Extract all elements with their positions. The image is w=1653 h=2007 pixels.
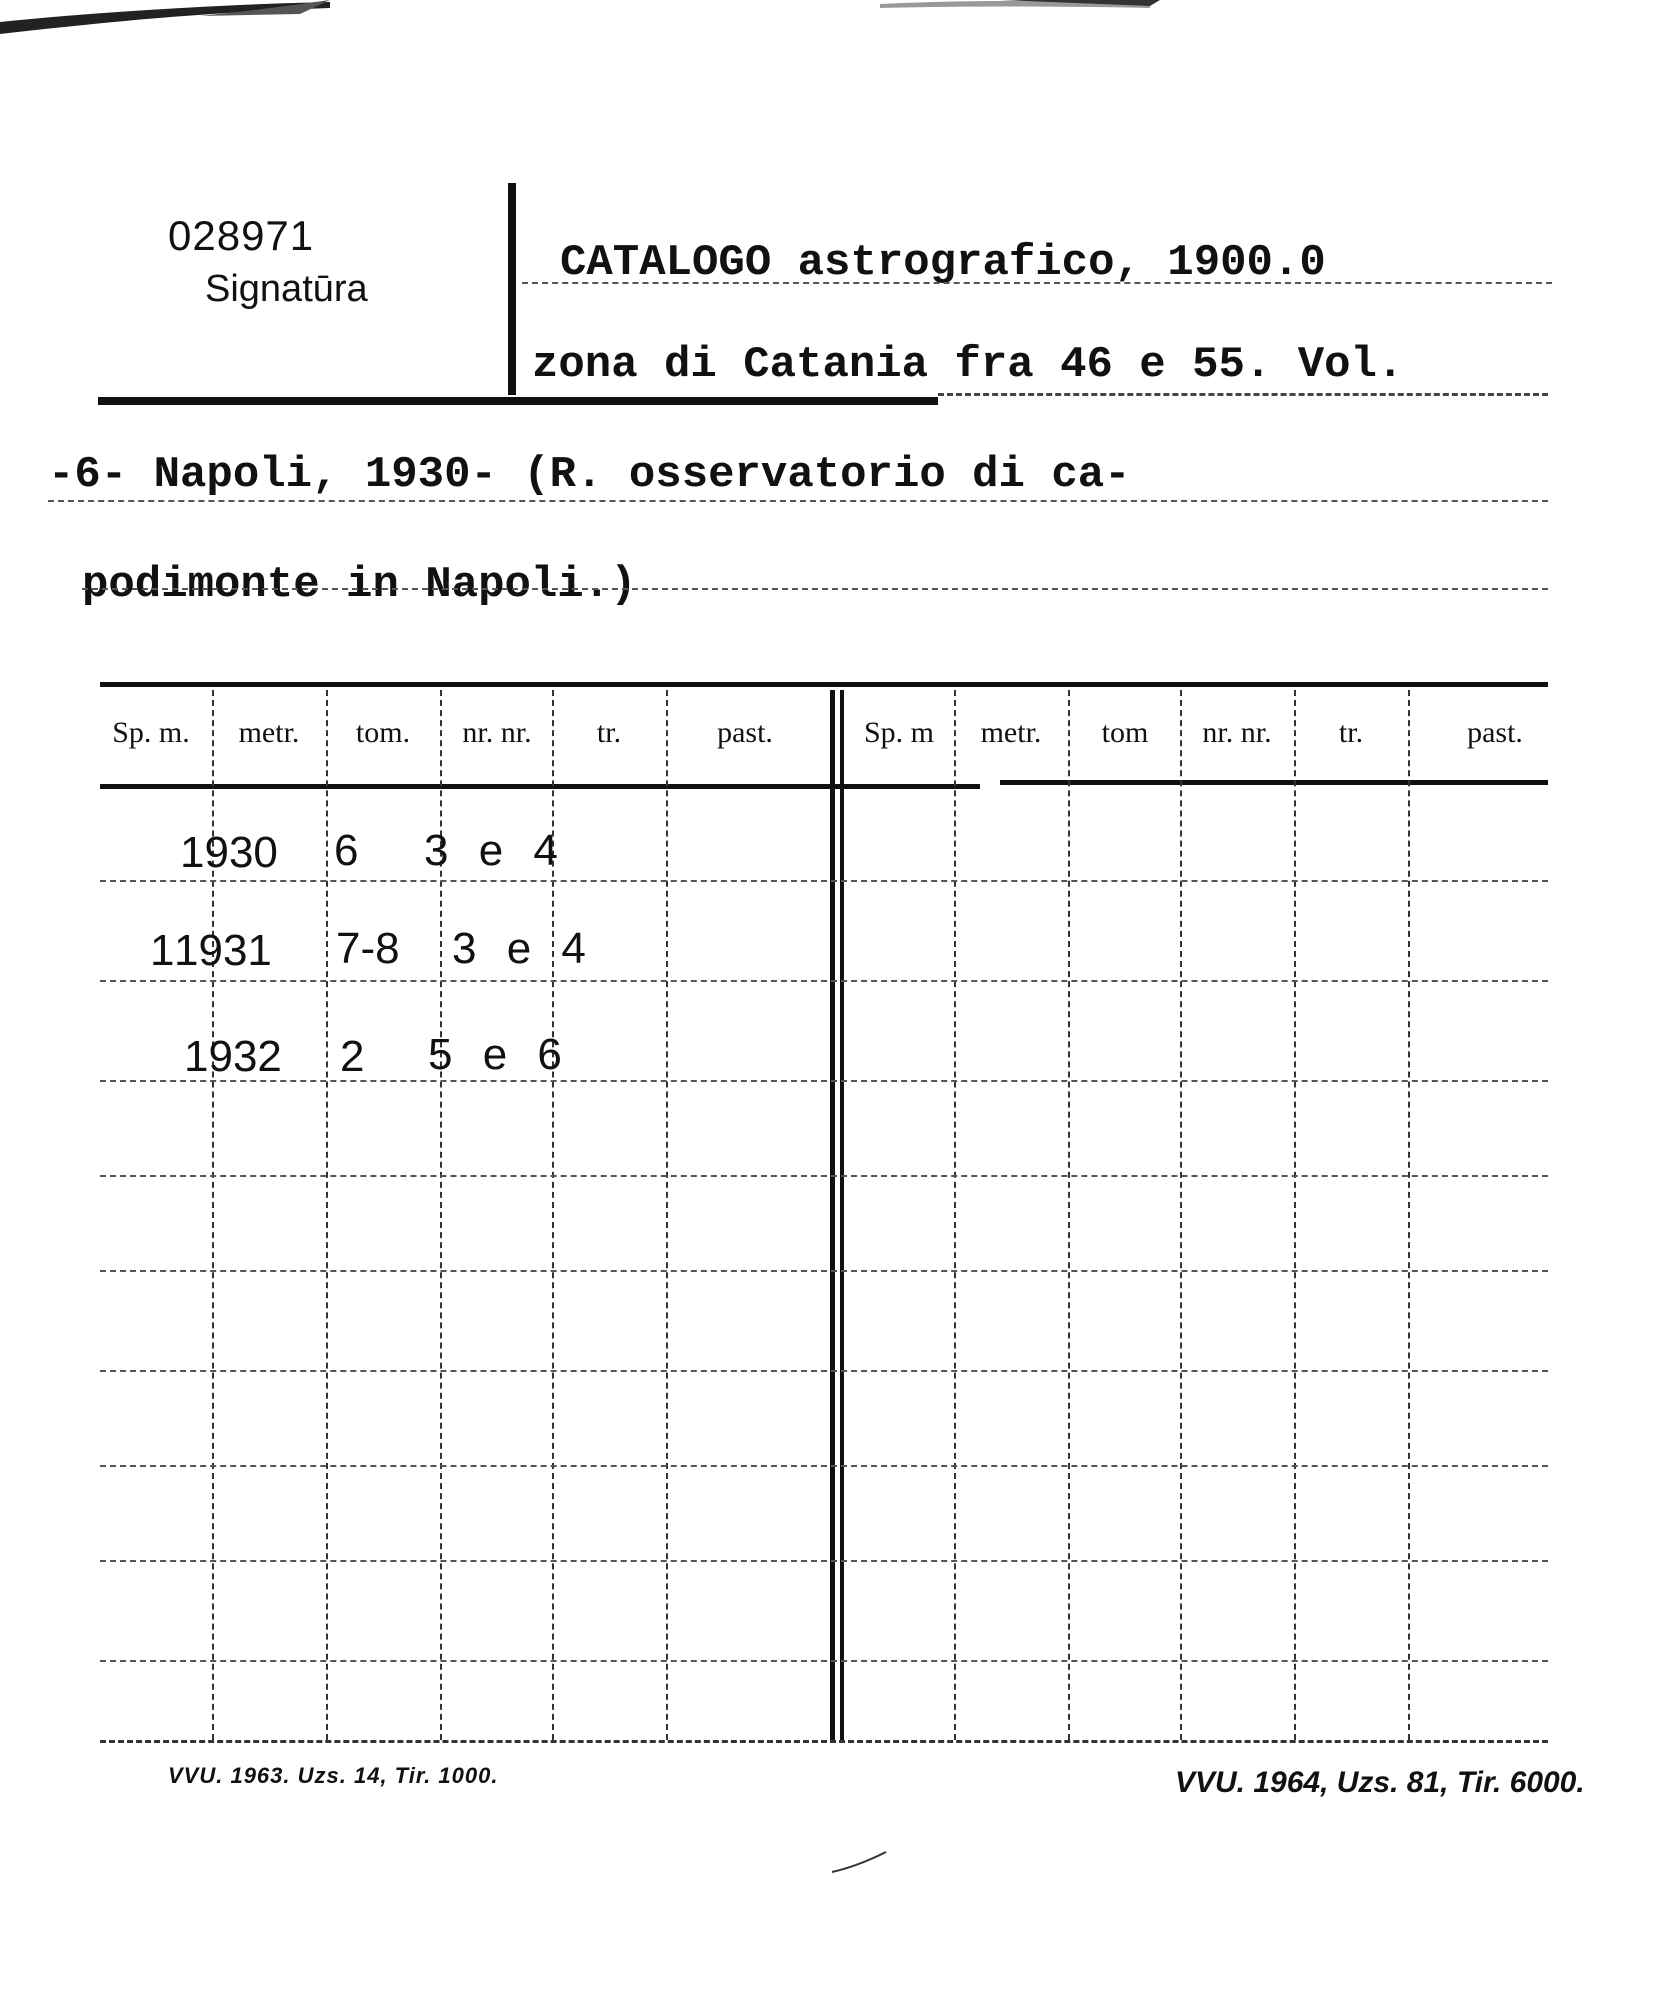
- col-line: [1408, 690, 1410, 1740]
- row2-nr: 3 e 4: [452, 924, 586, 973]
- title-underline-3: [48, 500, 1548, 502]
- table-top-rule: [100, 682, 1548, 687]
- row2-metr: 1931: [174, 926, 272, 975]
- pen-mark: [830, 1850, 890, 1880]
- footer-print-note-right: VVU. 1964, Uzs. 81, Tir. 6000.: [1175, 1766, 1585, 1799]
- header-past-left: past.: [717, 716, 773, 749]
- footer-print-note-left: VVU. 1963. Uzs. 14, Tir. 1000.: [168, 1763, 499, 1788]
- header-tr-left: tr.: [596, 716, 622, 749]
- header-tr-right: tr.: [1338, 716, 1364, 749]
- row-line: [100, 1370, 1548, 1372]
- row-line: [100, 1080, 1548, 1082]
- row3-tom: 2: [340, 1032, 365, 1081]
- title-line-3: -6- Napoli, 1930- (R. osservatorio di ca-: [48, 450, 1131, 500]
- header-nrnr-left: nr. nr.: [462, 716, 532, 749]
- table-bottom-rule: [100, 1740, 1548, 1743]
- col-line: [1180, 690, 1182, 1740]
- col-line: [954, 690, 956, 1740]
- header-divider-dotted: [938, 393, 1548, 396]
- row3-nr: 5 e 6: [428, 1030, 562, 1079]
- col-line: [326, 690, 328, 1740]
- row-line: [100, 1465, 1548, 1467]
- header-metr-right: metr.: [980, 716, 1042, 749]
- header-metr-left: metr.: [238, 716, 300, 749]
- header-sp-m-right: Sp. m: [863, 716, 935, 749]
- row3-metr: 1932: [184, 1032, 282, 1081]
- row1-tom: 6: [334, 826, 359, 875]
- title-underline-1: [522, 282, 1552, 284]
- table-center-divider-a: [830, 690, 835, 1740]
- title-line-2: zona di Catania fra 46 e 55. Vol.: [532, 340, 1404, 390]
- title-line-1: CATALOGO astrografico, 1900.0: [560, 238, 1326, 288]
- table-header-rule-right: [1000, 780, 1548, 785]
- col-line: [1294, 690, 1296, 1740]
- row-line: [100, 1270, 1548, 1272]
- row-line: [100, 1660, 1548, 1662]
- row-line: [100, 1175, 1548, 1177]
- header-nrnr-right: nr. nr.: [1202, 716, 1272, 749]
- row2-sp: 1: [150, 926, 175, 975]
- col-line: [666, 690, 668, 1740]
- row2-tom: 7-8: [336, 924, 400, 973]
- signature-number: 028971: [168, 212, 315, 259]
- row1-metr: 1930: [180, 828, 278, 877]
- header-sp-m-left: Sp. m.: [112, 716, 190, 749]
- title-line-4: podimonte in Napoli.): [82, 560, 637, 610]
- table-center-divider-b: [840, 690, 844, 1740]
- row-line: [100, 1560, 1548, 1562]
- header-divider-vertical: [508, 183, 516, 395]
- header-tom-right: tom: [1101, 716, 1149, 749]
- header-tom-left: tom.: [355, 716, 411, 749]
- row-line: [100, 880, 1548, 882]
- row-line: [100, 980, 1548, 982]
- row1-nr: 3 e 4: [424, 826, 558, 875]
- header-divider-horizontal: [98, 397, 938, 405]
- header-past-right: past.: [1467, 716, 1523, 749]
- scan-edge-smudge: [0, 0, 1653, 40]
- title-underline-4: [82, 588, 1548, 590]
- col-line: [1068, 690, 1070, 1740]
- signature-label: Signatūra: [205, 268, 368, 310]
- table-header-rule-left: [100, 784, 980, 789]
